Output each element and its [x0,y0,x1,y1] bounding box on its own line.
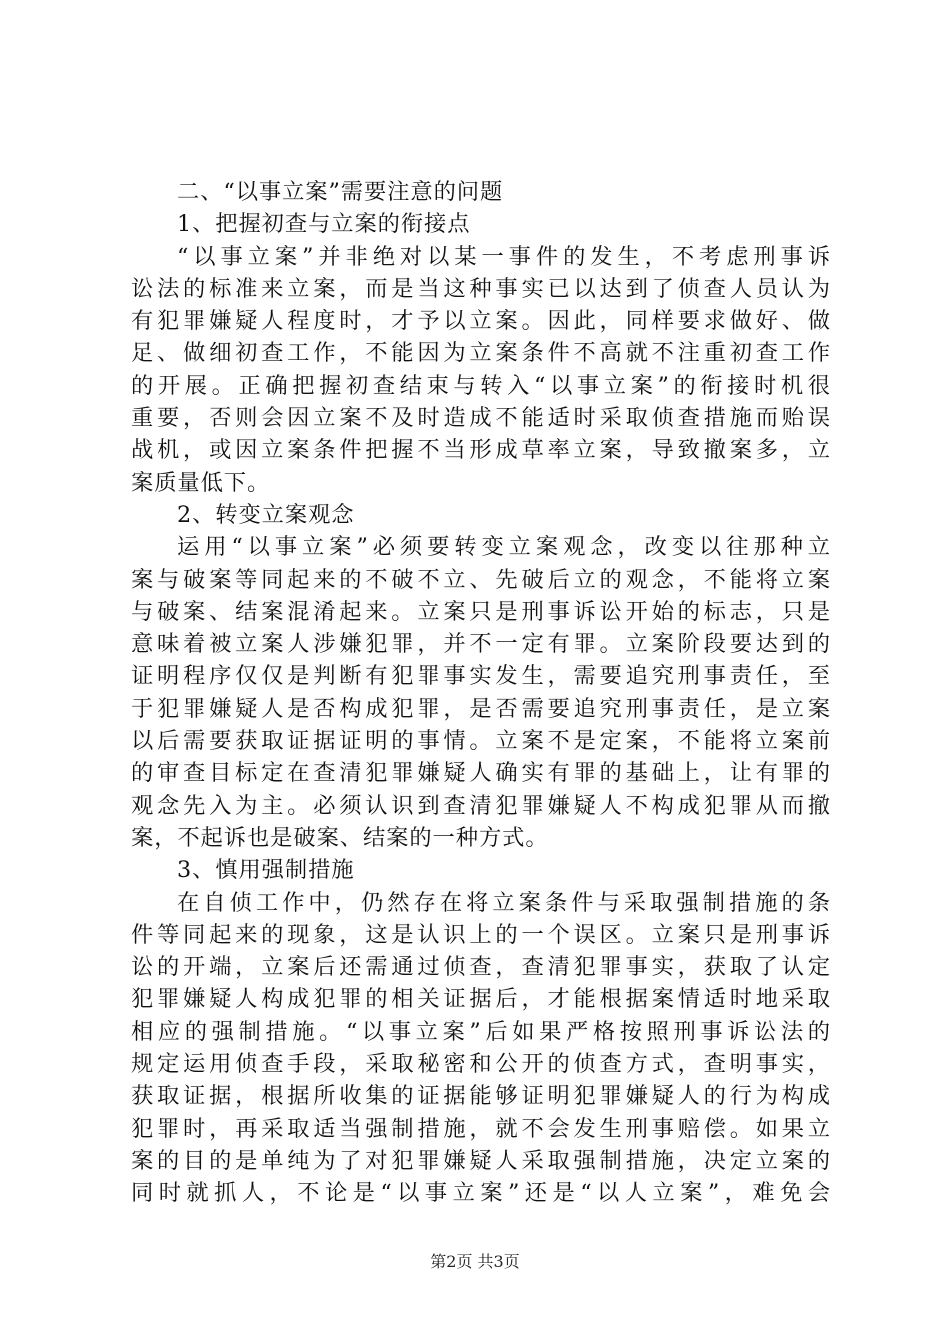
subsection-heading: 2、转变立案观念 [177,501,355,528]
paragraph-line: 有犯罪嫌疑人程度时，才予以立案。因此，同样要求做好、做 [131,308,831,335]
paragraph-line: 相应的强制措施。“以事立案”后如果严格按照刑事诉讼法的 [131,1018,831,1045]
paragraph-line: “以事立案”并非绝对以某一事件的发生，不考虑刑事诉 [177,243,831,270]
paragraph-line: 的审查目标定在查清犯罪嫌疑人确实有罪的基础上，让有罪的 [131,760,831,787]
section-heading: 二、“以事立案”需要注意的问题 [177,179,504,205]
paragraph-line: 与破案、结案混淆起来。立案只是刑事诉讼开始的标志，只是 [131,598,831,625]
paragraph-line: 讼的开端，立案后还需通过侦查，查清犯罪事实，获取了认定 [131,954,831,981]
paragraph-line: 讼法的标准来立案，而是当这种事实已以达到了侦查人员认为 [131,275,831,302]
paragraph-line: 犯罪时，再采取适当强制措施，就不会发生刑事赔偿。如果立 [131,1115,831,1142]
paragraph-line: 重要，否则会因立案不及时造成不能适时采取侦查措施而贻误 [131,405,831,432]
paragraph-line: 意味着被立案人涉嫌犯罪，并不一定有罪。立案阶段要达到的 [131,631,831,658]
paragraph-line: 犯罪嫌疑人构成犯罪的相关证据后，才能根据案情适时地采取 [131,986,831,1013]
paragraph-line: 案质量低下。 [131,469,271,496]
document-body [131,176,831,1210]
paragraph-line: 件等同起来的现象，这是认识上的一个误区。立案只是刑事诉 [131,921,831,948]
paragraph-line: 案的目的是单纯为了对犯罪嫌疑人采取强制措施，决定立案的 [131,1147,831,1174]
paragraph-line: 证明程序仅仅是判断有犯罪事实发生，需要追究刑事责任，至 [131,663,831,690]
paragraph-line: 运用“以事立案”必须要转变立案观念，改变以往那种立 [177,534,831,561]
subsection-heading: 3、慎用强制措施 [177,857,355,884]
paragraph-line: 案与破案等同起来的不破不立、先破后立的观念，不能将立案 [131,566,831,593]
paragraph-line: 的开展。正确把握初查结束与转入“以事立案”的衔接时机很 [131,372,831,399]
paragraph-line: 战机，或因立案条件把握不当形成草率立案，导致撤案多，立 [131,437,831,464]
paragraph-line: 规定运用侦查手段，采取秘密和公开的侦查方式，查明事实， [131,1051,831,1078]
paragraph-line: 于犯罪嫌疑人是否构成犯罪，是否需要追究刑事责任，是立案 [131,695,831,722]
paragraph-line: 获取证据，根据所收集的证据能够证明犯罪嫌疑人的行为构成 [131,1083,831,1110]
subsection-heading: 1、把握初查与立案的衔接点 [177,211,471,238]
paragraph-line: 案，不起诉也是破案、结案的一种方式。 [131,824,549,851]
paragraph-line: 观念先入为主。必须认识到查清犯罪嫌疑人不构成犯罪从而撤 [131,792,831,819]
paragraph-line: 同时就抓人，不论是“以事立案”还是“以人立案”，难免会 [131,1180,831,1207]
page-number-footer: 第2页 共3页 [430,1252,520,1271]
paragraph-line: 在自侦工作中，仍然存在将立案条件与采取强制措施的条 [177,889,831,916]
paragraph-line: 足、做细初查工作，不能因为立案条件不高就不注重初查工作 [131,340,831,367]
paragraph-line: 以后需要获取证据证明的事情。立案不是定案，不能将立案前 [131,728,831,755]
